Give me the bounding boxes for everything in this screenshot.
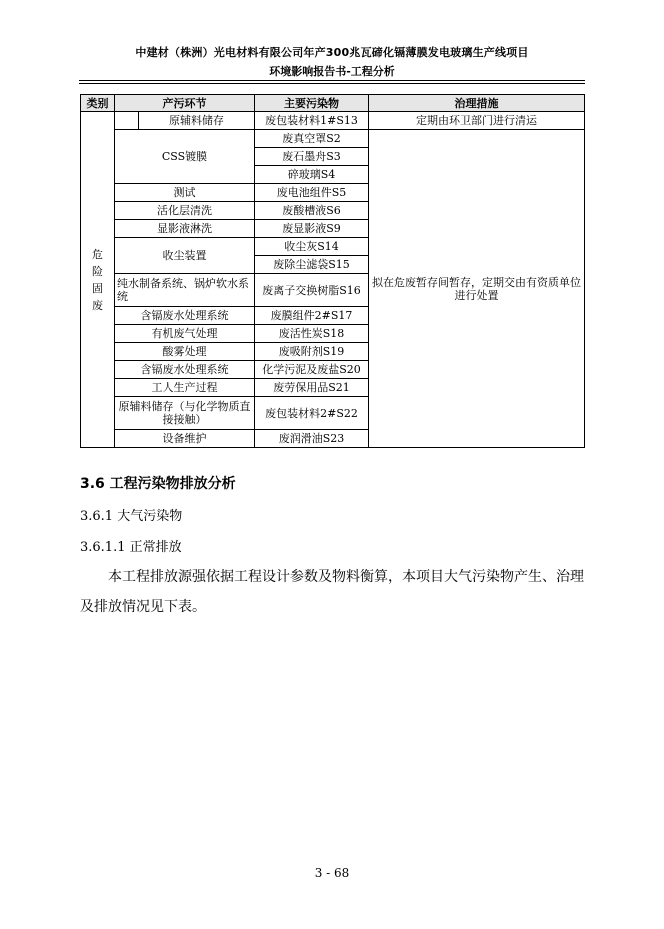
section-heading-3-6-1-1: 3.6.1.1 正常排放 <box>80 540 182 555</box>
table-cell-pollutant: 废电池组件S5 <box>255 184 369 202</box>
blank-cell <box>115 112 139 130</box>
table-cell-pollutant: 废包装材料1#S13 <box>255 112 369 130</box>
table-cell-source: CSS镀膜 <box>115 130 255 184</box>
table-cell-source: 酸雾处理 <box>115 343 255 361</box>
table-cell-pollutant: 废显影液S9 <box>255 220 369 238</box>
col-header-pollutant: 主要污染物 <box>255 95 369 112</box>
header-rule <box>79 80 585 81</box>
header-rule-double <box>79 83 585 84</box>
category-cell: 危 险 固 废 <box>81 112 115 448</box>
table-cell-source: 测试 <box>115 184 255 202</box>
table-cell-pollutant: 废包装材料2#S22 <box>255 397 369 430</box>
table-cell-source: 原辅料储存（与化学物质直接接触） <box>115 397 255 430</box>
table-cell-source: 设备维护 <box>115 430 255 448</box>
page-number: 3 - 68 <box>314 866 350 880</box>
table-cell-source: 有机废气处理 <box>115 325 255 343</box>
section-heading-3-6-1: 3.6.1 大气污染物 <box>80 509 183 524</box>
table-cell-source: 纯水制备系统、锅炉软水系统 <box>115 274 255 307</box>
table-cell-pollutant: 碎玻璃S4 <box>255 166 369 184</box>
report-header-line2: 环境影响报告书-工程分析 <box>269 65 395 78</box>
col-header-source: 产污环节 <box>115 95 255 112</box>
table-cell-pollutant: 废除尘滤袋S15 <box>255 256 369 274</box>
table-cell-pollutant: 废活性炭S18 <box>255 325 369 343</box>
body-paragraph: 本工程排放源强依据工程设计参数及物料衡算，本项目大气污染物产生、治理及排放情况见下表。 <box>80 569 584 615</box>
table-cell-pollutant: 收尘灰S14 <box>255 238 369 256</box>
table-cell-pollutant: 废吸附剂S19 <box>255 343 369 361</box>
table-cell-pollutant: 废真空罩S2 <box>255 130 369 148</box>
table-cell-pollutant: 废酸槽液S6 <box>255 202 369 220</box>
col-header-measure: 治理措施 <box>369 95 585 112</box>
table-cell-pollutant: 废劳保用品S21 <box>255 379 369 397</box>
col-header-category: 类别 <box>81 95 115 112</box>
table-cell-source: 含镉废水处理系统 <box>115 307 255 325</box>
table-cell-source: 含镉废水处理系统 <box>115 361 255 379</box>
table-cell-source: 原辅料储存 <box>139 112 255 130</box>
table-cell-source: 工人生产过程 <box>115 379 255 397</box>
table-cell-pollutant: 废石墨舟S3 <box>255 148 369 166</box>
table-cell-measure: 定期由环卫部门进行清运 <box>369 112 585 130</box>
table-cell-pollutant: 废膜组件2#S17 <box>255 307 369 325</box>
table-cell-pollutant: 化学污泥及废盐S20 <box>255 361 369 379</box>
table-cell-source: 收尘装置 <box>115 238 255 274</box>
report-header-line1: 中建材（株洲）光电材料有限公司年产300兆瓦碲化镉薄膜发电玻璃生产线项目 <box>135 46 529 59</box>
table-cell-source: 活化层清洗 <box>115 202 255 220</box>
pollutant-table <box>80 94 585 448</box>
table-cell-source: 显影液淋洗 <box>115 220 255 238</box>
table-cell-pollutant: 废离子交换树脂S16 <box>255 274 369 307</box>
table-cell-pollutant: 废润滑油S23 <box>255 430 369 448</box>
section-heading-3-6: 3.6 工程污染物排放分析 <box>80 476 236 492</box>
table-cell-measure-hazard: 拟在危废暂存间暂存，定期交由有资质单位进行处置 <box>369 130 585 448</box>
